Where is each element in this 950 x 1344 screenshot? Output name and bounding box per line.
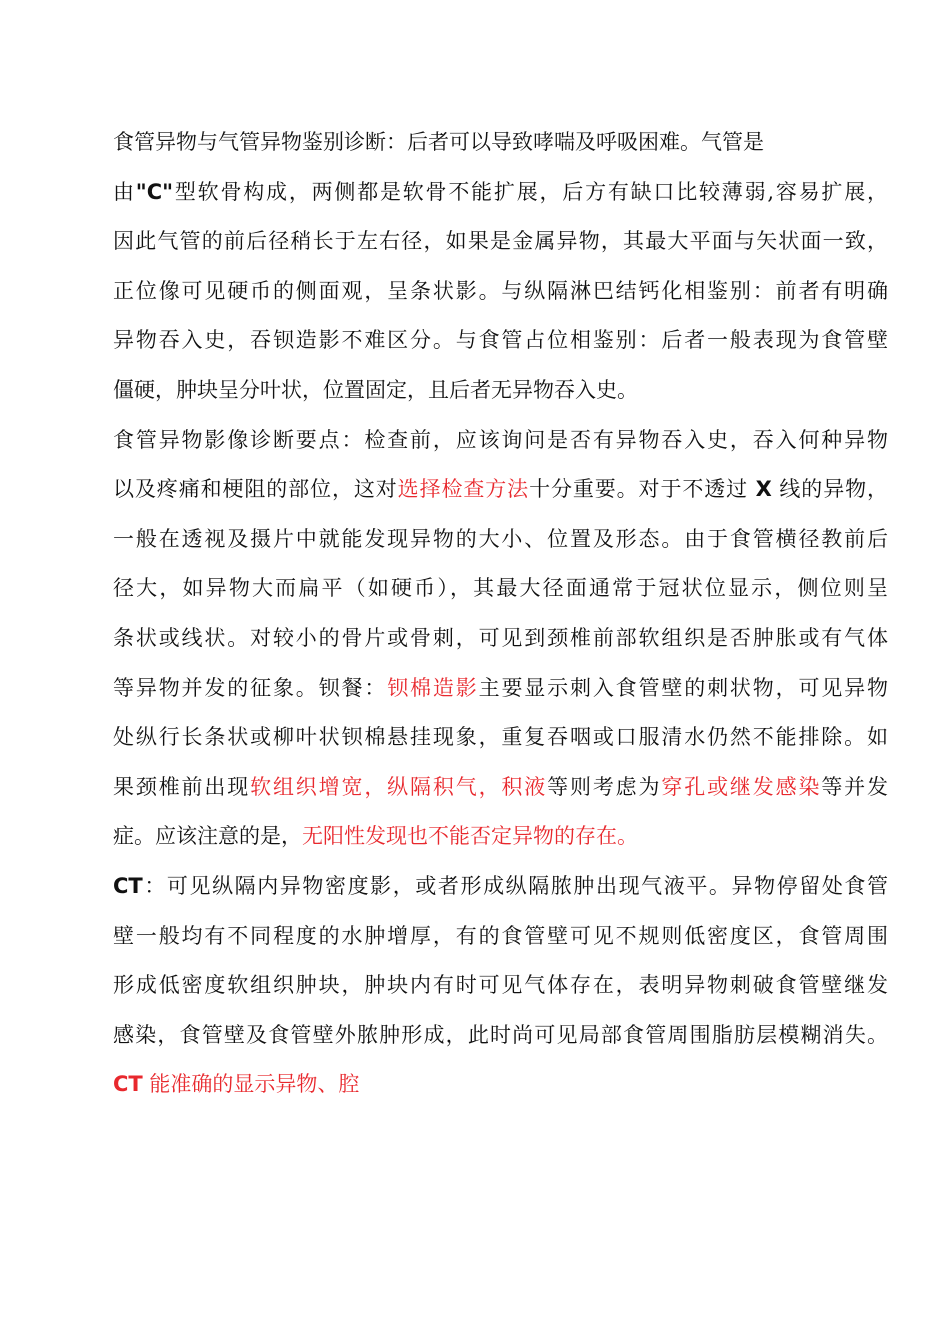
text-run: 僵硬，肿块呈分叶状，位置固定，且后者无异物吞入史。 — [113, 377, 638, 402]
text-run: 异物吞入史，吞钡造影不难区分。与食管占位相鉴别：后者一般表现为食管壁 — [113, 328, 888, 353]
paragraph-line — [113, 1060, 888, 1110]
text-run: 一般在透视及摄片中就能发现异物的大小、位置及形态。由于食管横径教前后 — [113, 526, 888, 551]
paragraph-line — [113, 1011, 888, 1061]
text-run: 症。应该注意的是， — [113, 824, 302, 849]
paragraph-1 — [113, 118, 888, 416]
text-run: 线的异物， — [771, 477, 888, 502]
text-run: 等并发 — [821, 774, 888, 799]
text-run: 十分重要。对于不透过 — [529, 477, 756, 502]
text-run: 型软骨构成，两侧都是软骨不能扩展，后方有缺口比较薄弱,容易扩展， — [173, 179, 888, 204]
paragraph-line — [113, 515, 888, 565]
paragraph-line — [113, 763, 888, 813]
paragraph-line — [113, 465, 888, 515]
text-run: 以及疼痛和梗阻的部位，这对 — [113, 477, 398, 502]
text-run: 主要显示刺入食管壁的刺状物，可见异物 — [478, 675, 888, 700]
text-run: 等异物并发的征象。钡餐： — [113, 675, 388, 700]
text-run: 食管异物影像诊断要点：检查前，应该询问是否有异物吞入史，吞入何种异物 — [113, 427, 888, 452]
text-run: 食管异物与气管异物鉴别诊断：后者可以导致哮喘及呼吸困难。气管是 — [113, 130, 764, 154]
text-run: 形成低密度软组织肿块，肿块内有时可见气体存在，表明异物刺破食管壁继发 — [113, 973, 888, 998]
text-run: 因此气管的前后径稍长于左右径，如果是金属异物，其最大平面与矢状面一致， — [113, 229, 888, 254]
paragraph-line — [113, 862, 888, 912]
bold-text-run: CT — [113, 873, 143, 898]
paragraph-3 — [113, 862, 888, 1110]
paragraph-line — [113, 118, 888, 168]
highlighted-text-run: 软组织增宽，纵隔积气，积液 — [250, 774, 548, 799]
paragraph-line — [113, 812, 888, 862]
highlighted-text-run: 钡棉造影 — [387, 675, 479, 700]
paragraph-line — [113, 316, 888, 366]
text-run: 等则考虑为 — [547, 774, 662, 799]
paragraph-line — [113, 168, 888, 218]
text-run: 径大，如异物大而扁平（如硬币），其最大径面通常于冠状位显示，侧位则呈 — [113, 576, 888, 601]
bold-highlighted-text-run: CT — [113, 1072, 143, 1097]
text-run: 感染，食管壁及食管壁外脓肿形成，此时尚可见局部食管周围脂肪层模糊消失。 — [113, 1022, 888, 1047]
paragraph-line — [113, 217, 888, 267]
paragraph-line — [113, 416, 888, 466]
paragraph-line — [113, 564, 888, 614]
paragraph-line — [113, 664, 888, 714]
paragraph-line — [113, 614, 888, 664]
highlighted-text-run: 穿孔或继发感染 — [661, 774, 822, 799]
text-run: 处纵行长条状或柳叶状钡棉悬挂现象，重复吞咽或口服清水仍然不能排除。如 — [113, 725, 888, 750]
paragraph-line — [113, 366, 888, 416]
text-run: 壁一般均有不同程度的水肿增厚，有的食管壁可见不规则低密度区，食管周围 — [113, 923, 888, 948]
highlighted-text-run: 选择检查方法 — [397, 477, 530, 502]
bold-text-run: X — [755, 477, 772, 502]
highlighted-text-run: 能准确的显示异物、腔 — [142, 1072, 360, 1097]
text-run: ：可见纵隔内异物密度影，或者形成纵隔脓肿出现气液平。异物停留处食管 — [142, 873, 888, 898]
text-run: 果颈椎前出现 — [113, 774, 251, 799]
text-run: 正位像可见硬币的侧面观，呈条状影。与纵隔淋巴结钙化相鉴别：前者有明确 — [113, 278, 888, 303]
document-page — [113, 118, 888, 1110]
paragraph-line — [113, 912, 888, 962]
highlighted-text-run: 无阳性发现也不能否定异物的存在。 — [302, 824, 638, 849]
paragraph-line — [113, 713, 888, 763]
paragraph-line — [113, 267, 888, 317]
paragraph-2 — [113, 416, 888, 862]
paragraph-line — [113, 961, 888, 1011]
bold-text-run: "C" — [135, 179, 174, 204]
text-run: 条状或线状。对较小的骨片或骨刺，可见到颈椎前部软组织是否肿胀或有气体 — [113, 625, 888, 650]
text-run: 由 — [113, 179, 136, 204]
